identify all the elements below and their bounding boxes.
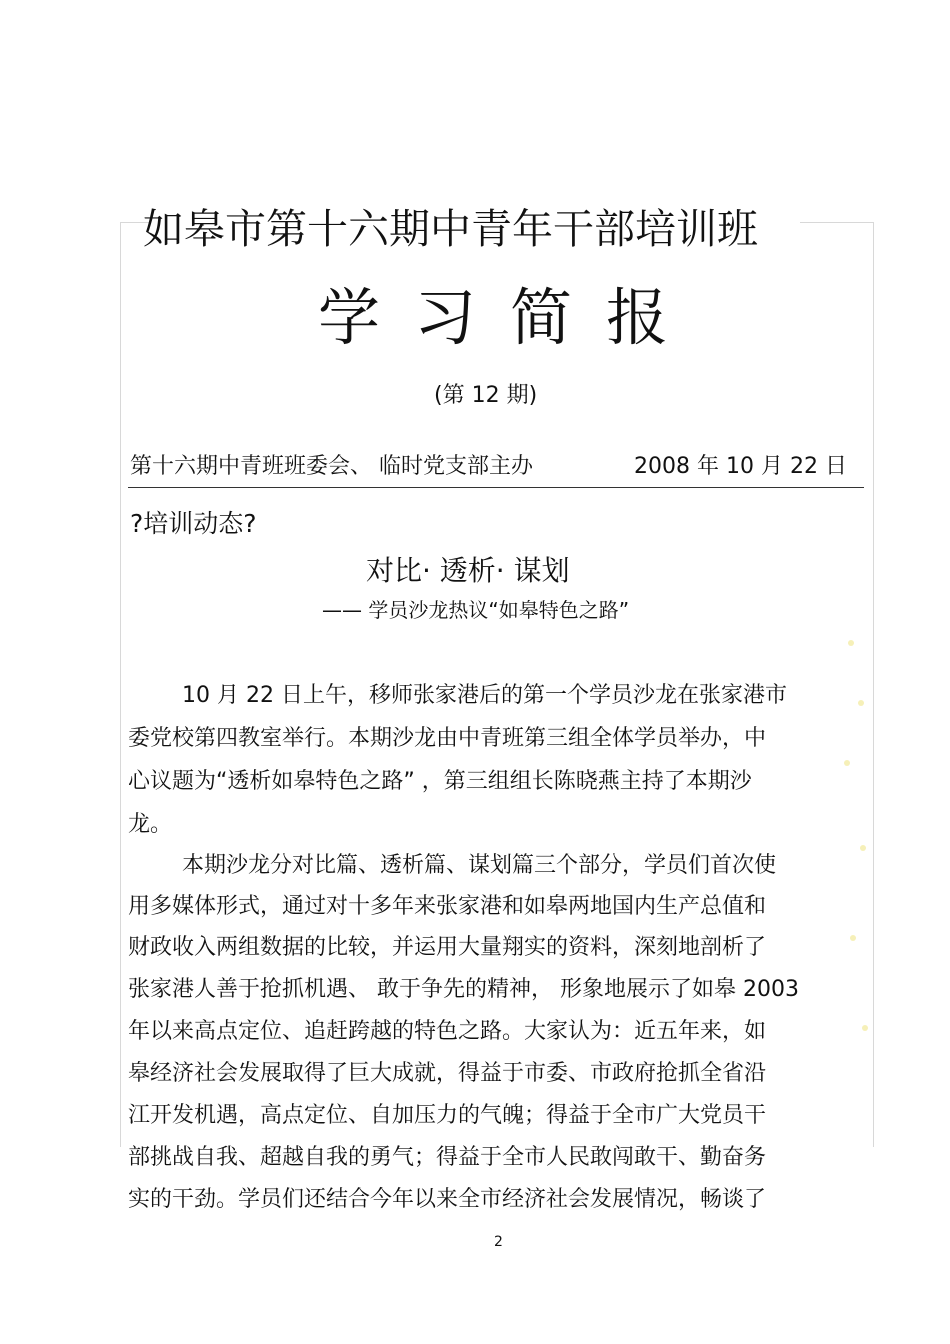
watermark-speck: [848, 640, 854, 646]
article-title: 对比· 透析· 谋划: [366, 554, 570, 587]
watermark-speck: [844, 760, 850, 766]
publish-date: 2008 年 10 月 22 日: [634, 454, 847, 479]
newsletter-title: 如皋市第十六期中青年干部培训班: [143, 205, 758, 253]
watermark-speck: [860, 845, 866, 851]
section-heading: ?培训动态?: [130, 509, 257, 538]
body-line: 10 月 22 日上午，移师张家港后的第一个学员沙龙在张家港市: [182, 683, 787, 708]
page-frame-left: [120, 222, 121, 1147]
body-line: 部挑战自我、超越自我的勇气；得益于全市人民敢闯敢干、勤奋务: [128, 1145, 767, 1170]
body-line: 委党校第四教室举行。本期沙龙由中青班第三组全体学员举办，中: [128, 726, 767, 751]
body-line: 本期沙龙分对比篇、透析篇、谋划篇三个部分，学员们首次使: [182, 853, 777, 878]
body-line: 皋经济社会发展取得了巨大成就，得益于市委、市政府抢抓全省沿: [128, 1061, 767, 1086]
issue-number: (第 12 期): [434, 383, 538, 408]
article-subtitle: —— 学员沙龙热议“如皋特色之路”: [322, 598, 630, 622]
body-line: 龙。: [128, 812, 173, 837]
watermark-speck: [858, 700, 864, 706]
body-line: 实的干劲。学员们还结合今年以来全市经济社会发展情况，畅谈了: [128, 1187, 767, 1212]
newsletter-subtitle: 学习简报: [318, 281, 703, 354]
organizer-text: 第十六期中青班班委会、 临时党支部主办: [130, 454, 533, 479]
page-number: 2: [494, 1234, 503, 1250]
body-line: 心议题为“透析如皋特色之路” ，第三组组长陈晓燕主持了本期沙: [128, 769, 752, 794]
body-line: 用多媒体形式，通过对十多年来张家港和如皋两地国内生产总值和: [128, 894, 767, 919]
page-frame-right: [873, 222, 874, 1147]
body-line: 年以来高点定位、追赶跨越的特色之路。大家认为：近五年来，如: [128, 1019, 767, 1044]
body-line: 江开发机遇，高点定位、自加压力的气魄；得益于全市广大党员干: [128, 1103, 767, 1128]
watermark-speck: [850, 935, 856, 941]
watermark-speck: [862, 1025, 868, 1031]
body-line: 张家港人善于抢抓机遇、 敢于争先的精神， 形象地展示了如皋 2003: [128, 977, 799, 1002]
page-frame-top-right: [800, 222, 874, 223]
header-divider: [128, 487, 864, 488]
body-line: 财政收入两组数据的比较，并运用大量翔实的资料，深刻地剖析了: [128, 935, 767, 960]
